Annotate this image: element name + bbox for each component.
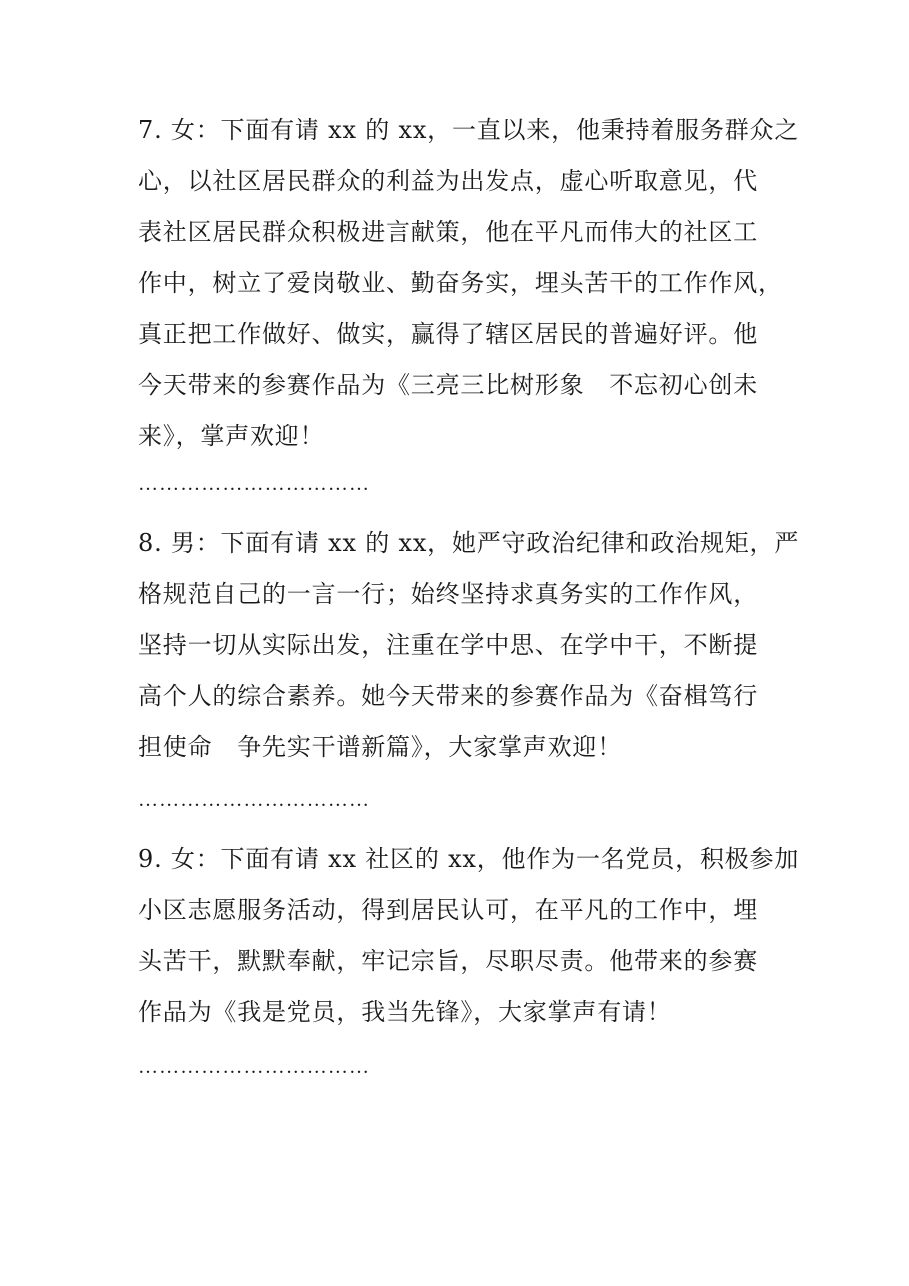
text-line: 9. 女：下面有请 xx 社区的 xx，他作为一名党员，积极参加: [138, 845, 800, 873]
text-line: 表社区居民群众积极进言献策，他在平凡而伟大的社区工: [138, 218, 758, 246]
text-line: 小区志愿服务活动，得到居民认可，在平凡的工作中，埋: [138, 896, 758, 924]
text-line: 作品为《我是党员，我当先锋》，大家掌声有请！: [138, 998, 672, 1026]
paragraph-9: [138, 834, 800, 1038]
paragraph-7: [138, 105, 800, 462]
text-line: 真正把工作做好、做实，赢得了辖区居民的普遍好评。他: [138, 320, 758, 348]
dotted-separator: ……………………………: [138, 790, 371, 810]
text-line: 心，以社区居民群众的利益为出发点，虚心听取意见，代: [138, 167, 758, 195]
text-line: 今天带来的参赛作品为《三亮三比树形象 不忘初心创未: [138, 371, 758, 399]
dotted-separator: ……………………………: [138, 474, 371, 494]
text-line: 担使命 争先实干谱新篇》，大家掌声欢迎！: [138, 733, 622, 761]
paragraph-8: [138, 518, 800, 773]
text-line: 头苦干，默默奉献，牢记宗旨，尽职尽责。他带来的参赛: [138, 947, 758, 975]
text-line: 来》，掌声欢迎！: [138, 422, 325, 450]
text-line: 坚持一切从实际出发，注重在学中思、在学中干，不断提: [138, 631, 758, 659]
text-line: 7. 女：下面有请 xx 的 xx，一直以来，他秉持着服务群众之: [138, 116, 800, 144]
text-line: 格规范自己的一言一行；始终坚持求真务实的工作作风，: [138, 580, 758, 608]
text-line: 8. 男：下面有请 xx 的 xx，她严守政治纪律和政治规矩，严: [138, 529, 800, 557]
text-line: 作中，树立了爱岗敬业、勤奋务实，埋头苦干的工作作风，: [138, 269, 783, 297]
text-line: 高个人的综合素养。她今天带来的参赛作品为《奋楫笃行: [138, 682, 758, 710]
dotted-separator: ……………………………: [138, 1057, 371, 1077]
